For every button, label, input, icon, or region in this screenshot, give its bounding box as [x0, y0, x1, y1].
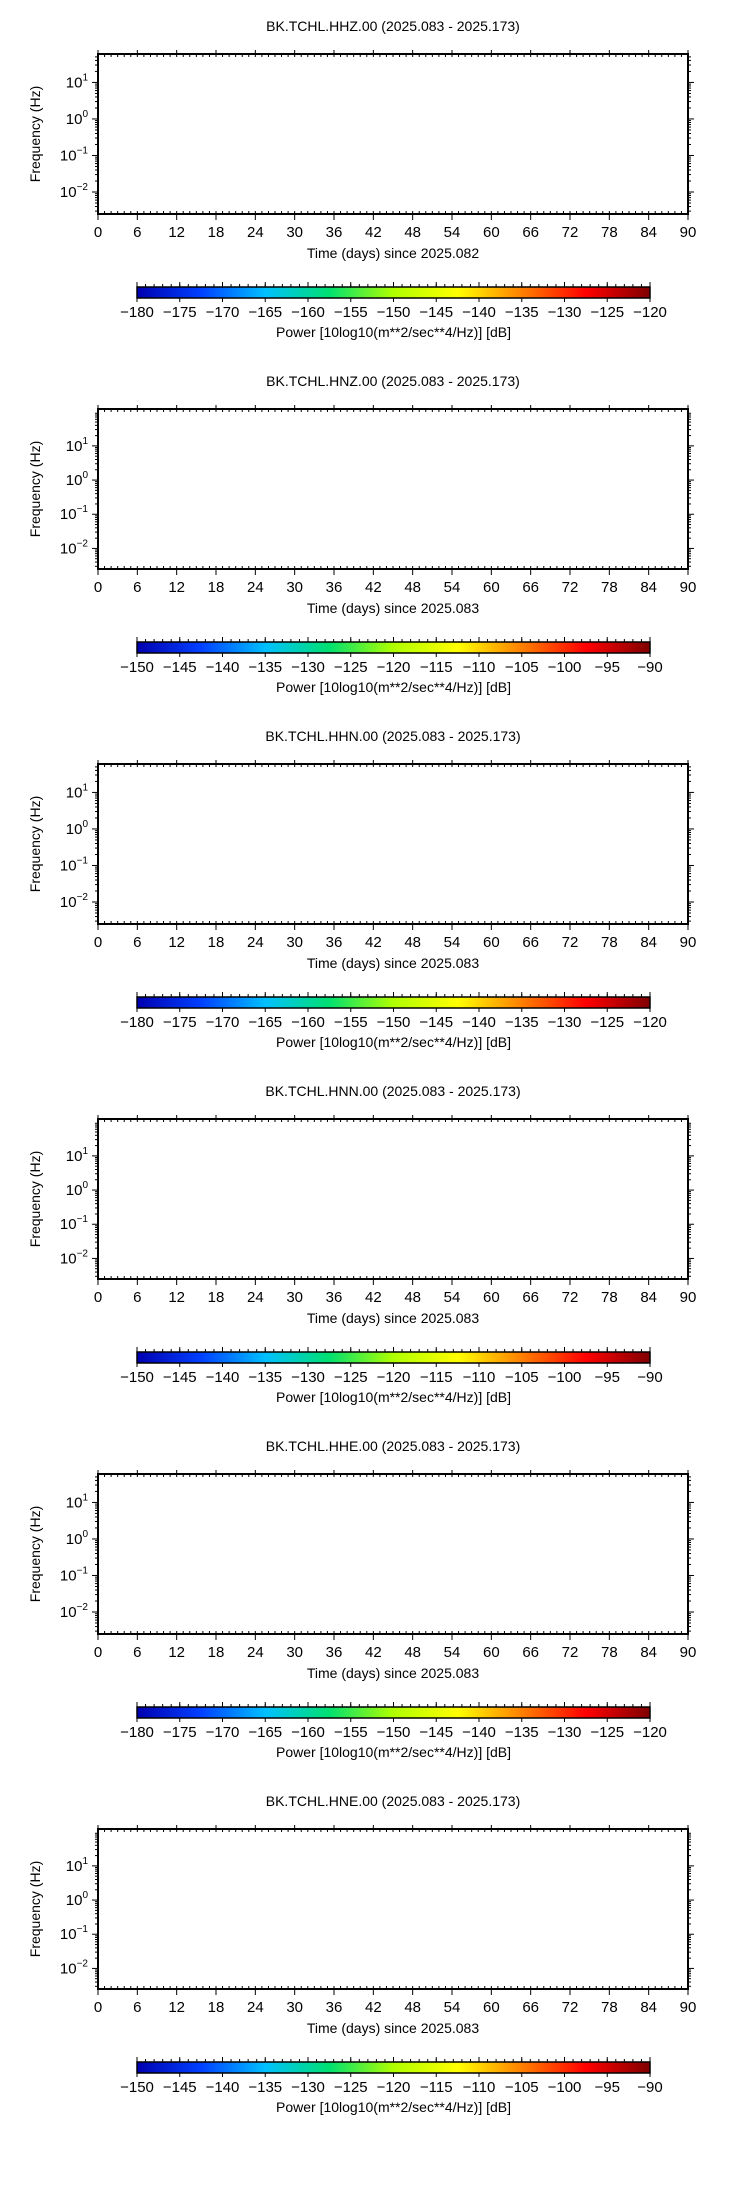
x-tick-label: 66	[522, 1289, 540, 1306]
y-tick-label: $10^{-2}$	[59, 892, 88, 912]
colorbar-tick-label: −125	[333, 1369, 368, 1386]
plot-area	[98, 764, 688, 924]
x-tick-label: 60	[482, 224, 500, 241]
x-tick-label: 78	[600, 1999, 618, 2016]
x-tick-label: 30	[286, 579, 304, 596]
colorbar-tick-label: −100	[547, 659, 582, 676]
x-tick-label: 66	[522, 579, 540, 596]
colorbar-tick-label: −150	[376, 1724, 411, 1741]
colorbar-tick-label: −125	[333, 2079, 368, 2096]
colorbar	[137, 997, 650, 1008]
colorbar-tick-label: −145	[162, 2079, 197, 2096]
colorbar-tick-label: −160	[291, 304, 325, 321]
x-tick-label: 60	[482, 934, 500, 951]
x-tick-label: 78	[600, 1289, 618, 1306]
colorbar-tick-label: −135	[504, 1014, 539, 1031]
x-tick-label: 42	[364, 224, 382, 241]
colorbar-tick-label: −150	[376, 304, 411, 321]
colorbar-tick-label: −160	[291, 1724, 325, 1741]
colorbar-tick-label: −145	[419, 304, 454, 321]
x-tick-label: 24	[246, 579, 264, 596]
x-tick-label: 48	[404, 1644, 422, 1661]
colorbar-tick-label: −120	[633, 1014, 667, 1031]
x-tick-label: 84	[640, 1644, 658, 1661]
colorbar-tick-label: −145	[419, 1014, 454, 1031]
x-tick-label: 42	[364, 579, 382, 596]
plot-area	[98, 409, 688, 569]
x-tick-label: 54	[443, 1289, 461, 1306]
x-tick-label: 72	[561, 1289, 579, 1306]
spectrogram-panel	[27, 18, 696, 340]
y-axis-label: Frequency (Hz)	[27, 440, 43, 538]
colorbar-tick-label: −130	[547, 1014, 582, 1031]
y-tick-label: $10^{-1}$	[59, 145, 88, 165]
colorbar-tick-label: −160	[291, 1014, 325, 1031]
x-tick-label: 72	[561, 934, 579, 951]
colorbar-tick-label: −140	[462, 304, 496, 321]
x-tick-label: 0	[93, 1999, 103, 2016]
y-axis-label: Frequency (Hz)	[27, 1150, 43, 1248]
x-tick-label: 24	[246, 1999, 264, 2016]
y-tick-label: $10^0$	[65, 1180, 88, 1200]
colorbar-tick-label: −150	[120, 659, 154, 676]
colorbar-tick-label: −145	[419, 1724, 454, 1741]
colorbar-tick-label: −125	[590, 1724, 625, 1741]
x-tick-label: 36	[325, 224, 343, 241]
x-tick-label: 18	[207, 1644, 225, 1661]
colorbar-tick-label: −125	[333, 659, 368, 676]
x-tick-label: 54	[443, 934, 461, 951]
spectrogram-panel	[27, 1083, 696, 1405]
x-tick-label: 66	[522, 934, 540, 951]
spectrogram-panel	[27, 728, 696, 1050]
colorbar-tick-label: −90	[637, 2079, 663, 2096]
spectrogram-panel	[27, 373, 696, 695]
colorbar-tick-label: −165	[248, 1014, 283, 1031]
x-tick-label: 54	[443, 224, 461, 241]
colorbar-tick-label: −135	[504, 1724, 539, 1741]
x-tick-label: 30	[286, 1644, 304, 1661]
y-tick-label: $10^0$	[65, 108, 88, 128]
x-tick-label: 24	[246, 224, 264, 241]
colorbar-tick-label: −155	[333, 1014, 368, 1031]
y-tick-label: $10^1$	[65, 782, 88, 802]
colorbar-tick-label: −95	[594, 2079, 620, 2096]
y-axis-label: Frequency (Hz)	[27, 1505, 43, 1603]
x-tick-label: 84	[640, 1289, 658, 1306]
y-tick-label: $10^1$	[65, 72, 88, 92]
x-tick-label: 12	[168, 579, 186, 596]
x-tick-label: 66	[522, 1644, 540, 1661]
x-axis-label: Time (days) since 2025.083	[306, 955, 480, 971]
colorbar-tick-label: −110	[462, 659, 496, 676]
colorbar-tick-label: −170	[205, 1724, 240, 1741]
x-axis-label: Time (days) since 2025.083	[306, 2020, 480, 2036]
colorbar-tick-label: −170	[205, 304, 240, 321]
plot-area	[98, 1829, 688, 1989]
x-tick-label: 36	[325, 1289, 343, 1306]
x-tick-label: 90	[679, 1644, 697, 1661]
colorbar-label: Power [10log10(m**2/sec**4/Hz)] [dB]	[276, 679, 511, 695]
x-tick-label: 6	[133, 1999, 142, 2016]
x-tick-label: 90	[679, 224, 697, 241]
colorbar-tick-label: −140	[462, 1724, 496, 1741]
x-tick-label: 84	[640, 1999, 658, 2016]
y-tick-label: $10^{-1}$	[59, 504, 88, 524]
colorbar-tick-label: −170	[205, 1014, 240, 1031]
colorbar-tick-label: −130	[291, 659, 325, 676]
x-tick-label: 42	[364, 1999, 382, 2016]
x-tick-label: 12	[168, 1999, 186, 2016]
x-axis-label: Time (days) since 2025.083	[306, 600, 480, 616]
x-tick-label: 18	[207, 579, 225, 596]
colorbar-tick-label: −130	[291, 1369, 325, 1386]
colorbar-label: Power [10log10(m**2/sec**4/Hz)] [dB]	[276, 324, 511, 340]
x-tick-label: 72	[561, 1999, 579, 2016]
colorbar-tick-label: −105	[504, 659, 539, 676]
spectrogram-panel	[27, 1793, 696, 2115]
plot-area	[98, 1119, 688, 1279]
colorbar-label: Power [10log10(m**2/sec**4/Hz)] [dB]	[276, 1034, 511, 1050]
x-tick-label: 60	[482, 1289, 500, 1306]
colorbar-tick-label: −140	[205, 659, 240, 676]
x-tick-label: 48	[404, 934, 422, 951]
spectrogram-panel	[27, 1438, 696, 1760]
chart-title: BK.TCHL.HNN.00 (2025.083 - 2025.173)	[265, 1083, 521, 1099]
colorbar-tick-label: −150	[120, 2079, 154, 2096]
y-tick-label: $10^{-2}$	[59, 538, 88, 558]
y-tick-label: $10^{-1}$	[59, 1565, 88, 1585]
colorbar-tick-label: −125	[590, 304, 625, 321]
x-tick-label: 42	[364, 1644, 382, 1661]
x-tick-label: 12	[168, 934, 186, 951]
colorbar-tick-label: −140	[462, 1014, 496, 1031]
y-tick-label: $10^1$	[65, 1855, 88, 1875]
y-tick-label: $10^{-1}$	[59, 1214, 88, 1234]
x-tick-label: 78	[600, 1644, 618, 1661]
x-tick-label: 72	[561, 579, 579, 596]
x-tick-label: 12	[168, 224, 186, 241]
x-tick-label: 30	[286, 224, 304, 241]
colorbar-label: Power [10log10(m**2/sec**4/Hz)] [dB]	[276, 1744, 511, 1760]
colorbar-tick-label: −180	[120, 1724, 154, 1741]
colorbar-tick-label: −145	[162, 659, 197, 676]
y-tick-label: $10^0$	[65, 818, 88, 838]
x-tick-label: 54	[443, 1644, 461, 1661]
colorbar-tick-label: −150	[120, 1369, 154, 1386]
x-tick-label: 18	[207, 224, 225, 241]
x-axis-label: Time (days) since 2025.083	[306, 1665, 480, 1681]
colorbar	[137, 1352, 650, 1363]
colorbar-tick-label: −120	[376, 2079, 411, 2096]
colorbar-tick-label: −175	[162, 304, 197, 321]
chart-title: BK.TCHL.HHN.00 (2025.083 - 2025.173)	[265, 728, 521, 744]
x-tick-label: 84	[640, 579, 658, 596]
colorbar-tick-label: −145	[162, 1369, 197, 1386]
colorbar-tick-label: −175	[162, 1724, 197, 1741]
x-tick-label: 84	[640, 224, 658, 241]
y-tick-label: $10^{-2}$	[59, 1958, 88, 1978]
colorbar-tick-label: −105	[504, 1369, 539, 1386]
x-tick-label: 90	[679, 934, 697, 951]
colorbar-tick-label: −180	[120, 304, 154, 321]
x-tick-label: 0	[93, 1289, 103, 1306]
y-axis-label: Frequency (Hz)	[27, 795, 43, 893]
x-tick-label: 48	[404, 1289, 422, 1306]
x-tick-label: 60	[482, 1644, 500, 1661]
chart-title: BK.TCHL.HNE.00 (2025.083 - 2025.173)	[265, 1793, 521, 1809]
x-tick-label: 6	[133, 224, 142, 241]
y-tick-label: $10^{-2}$	[59, 1248, 88, 1268]
colorbar-tick-label: −180	[120, 1014, 154, 1031]
colorbar-label: Power [10log10(m**2/sec**4/Hz)] [dB]	[276, 1389, 511, 1405]
x-tick-label: 36	[325, 1644, 343, 1661]
x-tick-label: 12	[168, 1644, 186, 1661]
x-tick-label: 78	[600, 224, 618, 241]
x-tick-label: 54	[443, 1999, 461, 2016]
x-tick-label: 48	[404, 1999, 422, 2016]
x-tick-label: 12	[168, 1289, 186, 1306]
x-tick-label: 90	[679, 1999, 697, 2016]
colorbar-tick-label: −130	[291, 2079, 325, 2096]
colorbar	[137, 287, 650, 298]
y-tick-label: $10^1$	[65, 435, 88, 455]
y-tick-label: $10^{-2}$	[59, 182, 88, 202]
x-tick-label: 60	[482, 579, 500, 596]
colorbar	[137, 2062, 650, 2073]
colorbar-tick-label: −125	[590, 1014, 625, 1031]
colorbar-tick-label: −100	[547, 1369, 582, 1386]
colorbar-tick-label: −135	[248, 2079, 283, 2096]
colorbar-tick-label: −95	[594, 1369, 620, 1386]
colorbar-label: Power [10log10(m**2/sec**4/Hz)] [dB]	[276, 2099, 511, 2115]
colorbar-tick-label: −115	[419, 2079, 453, 2096]
x-tick-label: 18	[207, 1289, 225, 1306]
x-tick-label: 72	[561, 224, 579, 241]
x-tick-label: 6	[133, 934, 142, 951]
x-tick-label: 90	[679, 1289, 697, 1306]
colorbar-tick-label: −115	[419, 659, 453, 676]
colorbar-tick-label: −140	[205, 2079, 240, 2096]
x-tick-label: 24	[246, 1289, 264, 1306]
colorbar	[137, 1707, 650, 1718]
x-tick-label: 84	[640, 934, 658, 951]
x-tick-label: 0	[93, 934, 103, 951]
colorbar-tick-label: −155	[333, 304, 368, 321]
x-tick-label: 18	[207, 1999, 225, 2016]
x-tick-label: 36	[325, 934, 343, 951]
x-axis-label: Time (days) since 2025.082	[306, 245, 480, 261]
x-tick-label: 42	[364, 1289, 382, 1306]
y-tick-label: $10^1$	[65, 1492, 88, 1512]
x-tick-label: 36	[325, 579, 343, 596]
x-tick-label: 36	[325, 1999, 343, 2016]
x-tick-label: 42	[364, 934, 382, 951]
colorbar-tick-label: −135	[248, 659, 283, 676]
x-tick-label: 0	[93, 579, 103, 596]
x-tick-label: 18	[207, 934, 225, 951]
plot-area	[98, 54, 688, 214]
x-tick-label: 48	[404, 579, 422, 596]
plot-area	[98, 1474, 688, 1634]
x-tick-label: 66	[522, 1999, 540, 2016]
colorbar-tick-label: −120	[376, 1369, 411, 1386]
x-tick-label: 78	[600, 934, 618, 951]
colorbar-tick-label: −135	[248, 1369, 283, 1386]
y-tick-label: $10^0$	[65, 1890, 88, 1910]
x-tick-label: 72	[561, 1644, 579, 1661]
x-tick-label: 24	[246, 934, 264, 951]
x-tick-label: 48	[404, 224, 422, 241]
y-tick-label: $10^{-2}$	[59, 1602, 88, 1622]
colorbar-tick-label: −110	[462, 2079, 496, 2096]
colorbar-tick-label: −130	[547, 304, 582, 321]
x-tick-label: 54	[443, 579, 461, 596]
x-tick-label: 0	[93, 1644, 103, 1661]
x-axis-label: Time (days) since 2025.083	[306, 1310, 480, 1326]
x-tick-label: 60	[482, 1999, 500, 2016]
colorbar-tick-label: −115	[419, 1369, 453, 1386]
colorbar	[137, 642, 650, 653]
colorbar-tick-label: −90	[637, 1369, 663, 1386]
colorbar-tick-label: −120	[633, 1724, 667, 1741]
y-tick-label: $10^1$	[65, 1145, 88, 1165]
colorbar-tick-label: −110	[462, 1369, 496, 1386]
x-tick-label: 24	[246, 1644, 264, 1661]
colorbar-tick-label: −175	[162, 1014, 197, 1031]
y-tick-label: $10^{-1}$	[59, 855, 88, 875]
colorbar-tick-label: −150	[376, 1014, 411, 1031]
chart-title: BK.TCHL.HNZ.00 (2025.083 - 2025.173)	[266, 373, 520, 389]
colorbar-tick-label: −130	[547, 1724, 582, 1741]
x-tick-label: 6	[133, 1644, 142, 1661]
x-tick-label: 30	[286, 934, 304, 951]
colorbar-tick-label: −90	[637, 659, 663, 676]
colorbar-tick-label: −165	[248, 1724, 283, 1741]
colorbar-tick-label: −120	[633, 304, 667, 321]
x-tick-label: 30	[286, 1999, 304, 2016]
y-tick-label: $10^{-1}$	[59, 1924, 88, 1944]
colorbar-tick-label: −95	[594, 659, 620, 676]
colorbar-tick-label: −100	[547, 2079, 582, 2096]
y-axis-label: Frequency (Hz)	[27, 85, 43, 183]
colorbar-tick-label: −120	[376, 659, 411, 676]
chart-title: BK.TCHL.HHE.00 (2025.083 - 2025.173)	[265, 1438, 521, 1454]
colorbar-tick-label: −135	[504, 304, 539, 321]
x-tick-label: 78	[600, 579, 618, 596]
x-tick-label: 30	[286, 1289, 304, 1306]
x-tick-label: 90	[679, 579, 697, 596]
colorbar-tick-label: −165	[248, 304, 283, 321]
y-tick-label: $10^0$	[65, 1528, 88, 1548]
x-tick-label: 6	[133, 579, 142, 596]
chart-title: BK.TCHL.HHZ.00 (2025.083 - 2025.173)	[266, 18, 520, 34]
x-tick-label: 6	[133, 1289, 142, 1306]
x-tick-label: 0	[93, 224, 103, 241]
colorbar-tick-label: −155	[333, 1724, 368, 1741]
colorbar-tick-label: −105	[504, 2079, 539, 2096]
colorbar-tick-label: −140	[205, 1369, 240, 1386]
y-axis-label: Frequency (Hz)	[27, 1860, 43, 1958]
x-tick-label: 66	[522, 224, 540, 241]
y-tick-label: $10^0$	[65, 470, 88, 490]
